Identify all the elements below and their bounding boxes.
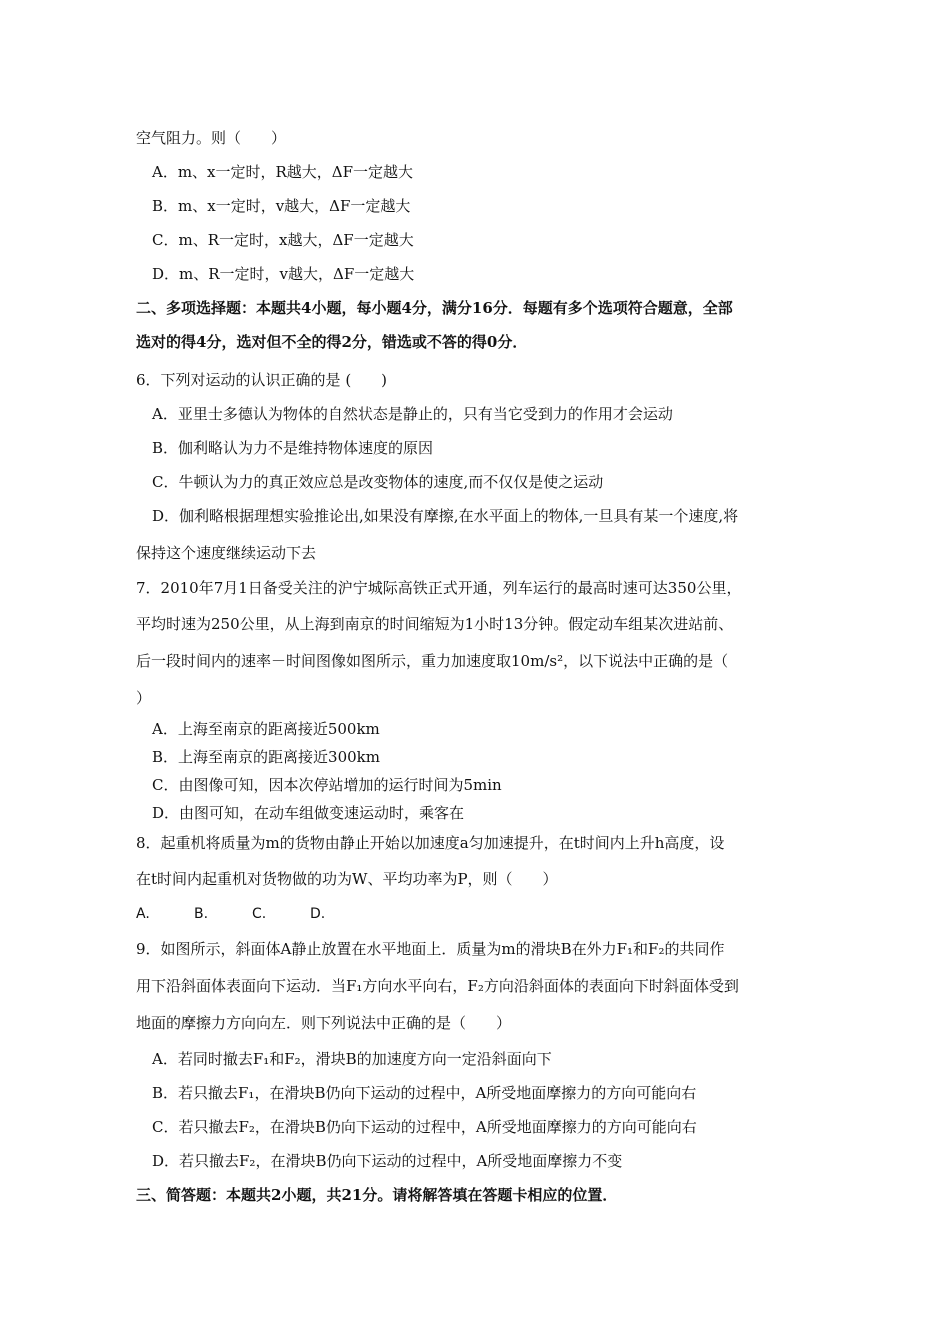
question-7-cont: 后一段时间内的速率－时间图像如图所示，重力加速度取10m/s²，以下说法中正确的是（ bbox=[136, 652, 729, 670]
option-b: B．上海至南京的距离接近300km bbox=[152, 748, 380, 766]
question-6: 6．下列对运动的认识正确的是 ( ) bbox=[136, 371, 388, 389]
question-8-cont: 在t时间内起重机对货物做的功为W、平均功率为P，则（ ） bbox=[136, 870, 558, 888]
option-a: A．若同时撤去F₁和F₂，滑块B的加速度方向一定沿斜面向下 bbox=[152, 1050, 552, 1068]
option-a: A．m、x一定时，R越大，ΔF一定越大 bbox=[152, 163, 414, 181]
option-b: B．伽利略认为力不是维持物体速度的原因 bbox=[152, 439, 434, 457]
question-7-cont: ） bbox=[136, 689, 152, 707]
option-d: D．伽利略根据理想实验推论出,如果没有摩擦,在水平面上的物体,一旦具有某一个速度,将 bbox=[152, 507, 739, 525]
option-d: D．由图可知，在动车组做变速运动时，乘客在 bbox=[152, 804, 465, 822]
option-c: C．由图像可知，因本次停站增加的运行时间为5min bbox=[152, 776, 502, 794]
section-heading: 二、多项选择题：本题共4小题，每小题4分，满分16分．每题有多个选项符合题意，全部 bbox=[136, 299, 733, 317]
question-9-cont: 用下沿斜面体表面向下运动．当F₁方向水平向右，F₂方向沿斜面体的表面向下时斜面体受到 bbox=[136, 977, 739, 995]
question-9: 9．如图所示，斜面体A静止放置在水平地面上．质量为m的滑块B在外力F₁和F₂的共同作 bbox=[136, 940, 725, 958]
question-7-cont: 平均时速为250公里，从上海到南京的时间缩短为1小时13分钟。假定动车组某次进站前、 bbox=[136, 615, 734, 633]
section-heading: 三、简答题：本题共2小题，共21分。请将解答填在答题卡相应的位置． bbox=[136, 1186, 618, 1204]
option-c: C．若只撤去F₂，在滑块B仍向下运动的过程中，A所受地面摩擦力的方向可能向右 bbox=[152, 1118, 697, 1136]
option-a-label: A. bbox=[136, 906, 150, 922]
option-d-label: D. bbox=[310, 906, 326, 922]
option-c: C．牛顿认为力的真正效应总是改变物体的速度,而不仅仅是使之运动 bbox=[152, 473, 604, 491]
option-a: A．上海至南京的距离接近500km bbox=[152, 720, 380, 738]
option-b: B．m、x一定时，v越大，ΔF一定越大 bbox=[152, 197, 411, 215]
option-d: D．若只撤去F₂，在滑块B仍向下运动的过程中，A所受地面摩擦力不变 bbox=[152, 1152, 623, 1170]
question-8: 8．起重机将质量为m的货物由静止开始以加速度a匀加速提升，在t时间内上升h高度，设 bbox=[136, 834, 725, 852]
option-d: D．m、R一定时，v越大，ΔF一定越大 bbox=[152, 265, 415, 283]
option-a: A．亚里士多德认为物体的自然状态是静止的，只有当它受到力的作用才会运动 bbox=[152, 405, 673, 423]
option-d-cont: 保持这个速度继续运动下去 bbox=[136, 544, 317, 562]
option-b-label: B. bbox=[194, 906, 209, 922]
section-heading-cont: 选对的得4分，选对但不全的得2分，错选或不答的得0分． bbox=[136, 333, 528, 351]
option-b: B．若只撤去F₁，在滑块B仍向下运动的过程中，A所受地面摩擦力的方向可能向右 bbox=[152, 1084, 697, 1102]
option-c-label: C. bbox=[252, 906, 267, 922]
question-8-options bbox=[136, 904, 368, 924]
text-line: 空气阻力。则（ ） bbox=[136, 129, 287, 147]
option-c: C．m、R一定时，x越大，ΔF一定越大 bbox=[152, 231, 414, 249]
question-7: 7．2010年7月1日备受关注的沪宁城际高铁正式开通，列车运行的最高时速可达350公里， bbox=[136, 579, 742, 597]
question-9-cont: 地面的摩擦力方向向左．则下列说法中正确的是（ ） bbox=[136, 1014, 512, 1032]
